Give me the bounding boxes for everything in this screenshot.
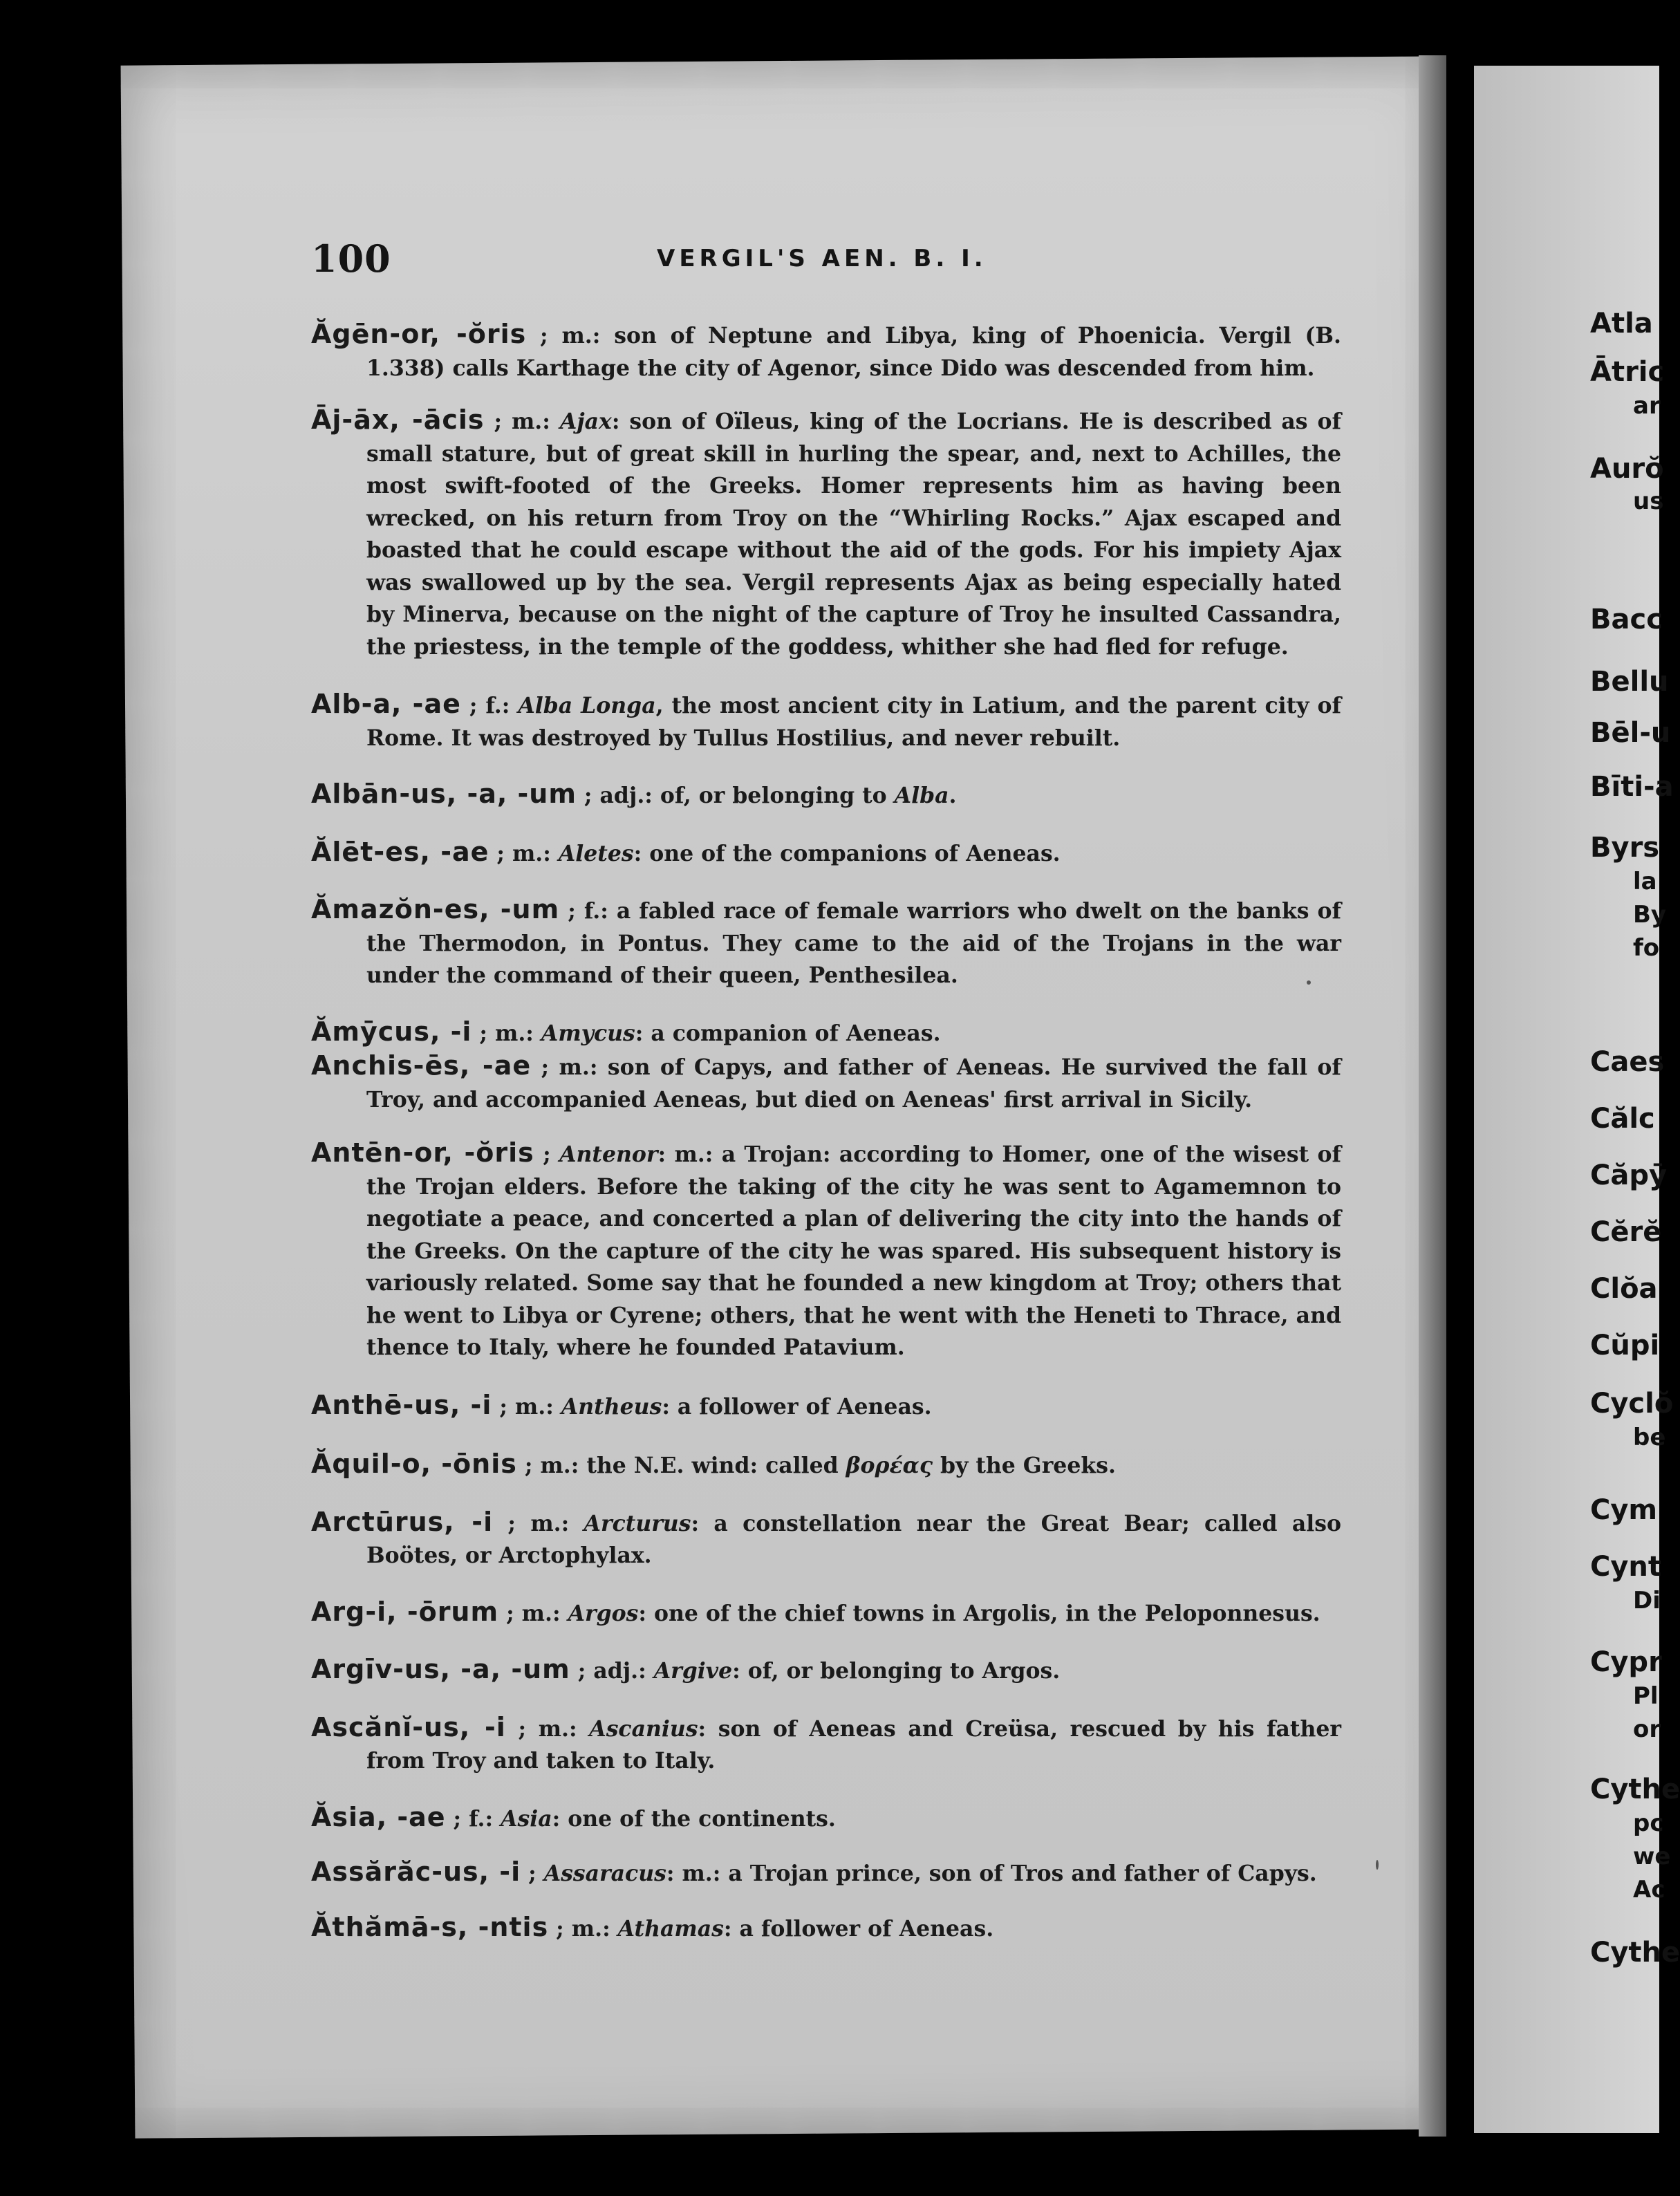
entry-definition: : one of the companions of Aeneas.	[633, 840, 1061, 866]
glossary-entry	[311, 1801, 1341, 1836]
ink-speck	[1307, 980, 1311, 985]
entry-definition: : son of Aeneas and Creüsa, rescued by his father from Troy and taken to Italy.	[366, 1715, 1342, 1774]
entry-grammar: ; m.:	[507, 1510, 570, 1536]
entry-latin-name: Assaracus	[543, 1861, 666, 1886]
glossary-entry	[311, 1506, 1341, 1572]
glossary-entry	[311, 1016, 1341, 1050]
next-page-fragment: fo	[1633, 934, 1660, 962]
entry-grammar: ; m.:	[524, 1453, 579, 1478]
next-page-fragment: be	[1633, 1424, 1666, 1451]
entry-definition-end: .	[949, 783, 957, 808]
entry-latin-name: Asia	[501, 1805, 552, 1832]
next-page-fragment: Cym	[1590, 1494, 1658, 1526]
entry-headword: Ăquil-o, -ōnis	[311, 1449, 517, 1479]
entry-headword: Ăgēn-or, -ŏris	[311, 319, 527, 349]
next-page-fragment: Caes	[1590, 1046, 1665, 1078]
glossary-entry	[311, 1911, 1341, 1946]
entry-latin-name: Argive	[653, 1658, 733, 1684]
entry-headword: Argīv-us, -a, -um	[311, 1654, 570, 1684]
glossary-entry	[311, 1137, 1341, 1364]
entry-definition: : a follower of Aeneas.	[662, 1393, 932, 1420]
next-page-fragment: Ātric	[1590, 356, 1665, 388]
next-page-fragment: Bacc	[1590, 604, 1663, 635]
next-page-fragment: Atla	[1590, 308, 1653, 339]
entry-definition: a fabled race of female warriors who dwelt on the banks of the Thermodon, in Pontus. They came to the aid of the Trojans in the war under the command of their queen, Penthesilea.	[366, 898, 1341, 988]
next-page-fragment: Cynt	[1590, 1551, 1662, 1583]
glossary-entry	[311, 836, 1341, 871]
entry-grammar: ; adj.:	[577, 1658, 646, 1684]
entry-definition: son of Capys, and father of Aeneas. He survived the fall of Troy, and accompanied Aeneas, but died on Aeneas' first arrival in Sicily.	[366, 1054, 1341, 1113]
glossary-entry	[311, 1596, 1341, 1630]
entry-definition: the N.E. wind: called	[586, 1453, 839, 1478]
entry-headword: Ămȳcus, -i	[311, 1016, 472, 1047]
entry-greek-word: βορέας	[846, 1453, 933, 1478]
glossary-entry	[311, 893, 1341, 992]
entry-grammar: ; f.:	[453, 1805, 494, 1832]
next-page-fragment: or	[1633, 1715, 1661, 1743]
entry-headword: Ămazŏn-es, -um	[311, 894, 560, 924]
next-page-fragment: we	[1633, 1843, 1671, 1870]
next-page-fragment: Bīti-a	[1590, 771, 1674, 803]
book-gutter	[1446, 41, 1474, 2150]
entry-definition: : m.: a Trojan: according to Homer, one of the wisest of the Trojan elders. Before the taking of the city he was sent to Agamemnon to negotiate a peace, and concerted a plan of delivering the city into the hands of the Greeks. On the capture of the city he was spared. His subsequent history is variously related. Some say that he founded a new kingdom at Troy; others that he went to Libya or Cyrene; others, that he went with the Heneti to Thrace, and thence to Italy, where he founded Patavium.	[366, 1142, 1342, 1360]
glossary-entries	[311, 318, 1341, 1945]
glossary-entry	[311, 688, 1341, 754]
entry-definition: of, or belonging to	[660, 783, 887, 808]
entry-headword: Anchis-ēs, -ae	[311, 1050, 532, 1081]
entry-grammar: ;	[528, 1861, 536, 1886]
entry-grammar: ; f.:	[568, 898, 608, 924]
next-page-fragment: Pl	[1633, 1682, 1659, 1710]
entry-headword: Ascănĭ-us, -i	[311, 1711, 506, 1742]
entry-headword: Albān-us, -a, -um	[311, 779, 577, 809]
entry-latin-name: Antenor	[559, 1142, 658, 1167]
entry-definition: : a follower of Aeneas.	[723, 1915, 994, 1942]
entry-definition-end: by the Greeks.	[940, 1453, 1116, 1478]
next-page-fragment: Cythe	[1590, 1774, 1680, 1805]
next-page-fragment: Cypr	[1590, 1646, 1662, 1678]
entry-definition: : son of Oïleus, king of the Locrians. He is described as of small stature, but of great skill in hurling the spear, and, next to Achilles, the most swift-footed of the Greeks. Homer represents him as having been wrecked, on his return from Troy on the “Whirling Rocks.” Ajax escaped and boasted that he could escape without the aid of the gods. For his impiety Ajax was swallowed up by the sea. Vergil represents Ajax as being especially hated by Minerva, because on the night of the capture of Troy he insulted Cassandra, the priestess, in the temple of the goddess, whither she had fled for refuge.	[366, 409, 1342, 660]
entry-latin-name: Alba	[894, 783, 949, 808]
next-page-fragment: pc	[1633, 1809, 1664, 1837]
next-page-fragment: Ac	[1633, 1876, 1665, 1904]
next-page-fragment: Căpȳ	[1590, 1160, 1668, 1191]
ink-speck	[1376, 1860, 1379, 1870]
glossary-entry	[311, 404, 1341, 663]
entry-definition: son of Neptune and Libya, king of Phoenicia. Vergil (B. 1.338) calls Karthage the city of Agenor, since Dido was descended from him.	[366, 323, 1341, 381]
entry-latin-name: Alba Longa	[518, 693, 656, 718]
next-page-fragment: ar	[1633, 392, 1661, 420]
glossary-entry	[311, 318, 1341, 384]
entry-headword: Antēn-or, -ŏris	[311, 1137, 534, 1168]
page-edge	[1419, 55, 1446, 2137]
entry-headword: Ăsia, -ae	[311, 1801, 446, 1832]
entry-definition: : of, or belonging to Argos.	[732, 1658, 1061, 1684]
running-head	[311, 236, 1348, 285]
next-page-fragment: Cyclŏ	[1590, 1388, 1674, 1420]
glossary-entry	[311, 778, 1341, 812]
next-page-fragment: Călc	[1590, 1103, 1655, 1135]
entry-headword: Arctūrus, -i	[311, 1506, 494, 1537]
entry-grammar: ;	[543, 1142, 551, 1167]
entry-definition: : one of the continents.	[552, 1805, 836, 1832]
next-page-fragment: Byrs	[1590, 832, 1660, 864]
glossary-entry	[311, 1448, 1341, 1482]
entry-definition: , the most ancient city in Latium, and the parent city of Rome. It was destroyed by Tullus Hostilius, and never rebuilt.	[366, 693, 1342, 751]
page-number: 100	[311, 236, 391, 281]
entry-grammar: ; f.:	[469, 693, 510, 718]
entry-grammar: ; m.:	[499, 1393, 554, 1420]
entry-definition: : a companion of Aeneas.	[635, 1020, 941, 1046]
entry-latin-name: Arcturus	[584, 1510, 691, 1536]
entry-headword: Assărăc-us, -i	[311, 1857, 521, 1887]
next-page-fragment: Clŏa	[1590, 1273, 1658, 1305]
entry-grammar: ; m.:	[518, 1715, 577, 1742]
entry-grammar: ; m.:	[540, 323, 601, 348]
entry-latin-name: Ajax	[559, 409, 612, 434]
entry-definition: : one of the chief towns in Argolis, in the Peloponnesus.	[638, 1600, 1320, 1626]
adjacent-page	[1474, 66, 1680, 2133]
next-page-fragment: Cĕrĕ	[1590, 1216, 1662, 1248]
entry-definition: : a constellation near the Great Bear; called also Boötes, or Arctophylax.	[366, 1510, 1341, 1568]
next-page-fragment: Bellu	[1590, 666, 1669, 698]
glossary-entry	[311, 1856, 1341, 1890]
next-page-fragment: Di	[1633, 1587, 1661, 1615]
entry-grammar: ; adj.:	[584, 783, 653, 808]
glossary-entry	[311, 1653, 1341, 1688]
entry-grammar: ; m.:	[506, 1600, 561, 1626]
next-page-fragment: la	[1633, 868, 1657, 895]
entry-latin-name: Amycus	[541, 1020, 635, 1046]
entry-headword: Alb-a, -ae	[311, 689, 461, 719]
entry-definition: : m.: a Trojan prince, son of Tros and father of Capys.	[666, 1861, 1317, 1886]
glossary-entry	[311, 1389, 1341, 1424]
entry-grammar: ; m.:	[496, 840, 551, 866]
glossary-entry	[311, 1050, 1341, 1116]
next-page-fragment: Bēl-u	[1590, 717, 1671, 749]
entry-headword: Āj-āx, -ācis	[311, 404, 485, 435]
glossary-entry	[311, 1711, 1341, 1778]
next-page-fragment: Aurŏ	[1590, 453, 1664, 485]
entry-grammar: ; m.:	[556, 1915, 610, 1942]
entry-latin-name: Argos	[568, 1600, 639, 1626]
running-title: VERGIL'S AEN. B. I.	[657, 245, 987, 272]
entry-latin-name: Antheus	[561, 1393, 662, 1420]
entry-headword: Ălēt-es, -ae	[311, 836, 489, 867]
next-page-fragment: us	[1633, 487, 1664, 515]
entry-latin-name: Ascanius	[589, 1715, 698, 1742]
entry-latin-name: Athamas	[617, 1915, 724, 1942]
entry-latin-name: Aletes	[558, 840, 634, 866]
entry-grammar: ; m.:	[541, 1054, 598, 1080]
entry-headword: Anthē-us, -i	[311, 1389, 492, 1420]
next-page-fragment: Cythe	[1590, 1937, 1680, 1969]
entry-headword: Ăthămā-s, -ntis	[311, 1911, 549, 1942]
entry-headword: Arg-i, -ōrum	[311, 1596, 499, 1627]
entry-grammar: ; m.:	[479, 1020, 534, 1046]
entry-grammar: ; m.:	[494, 409, 550, 434]
next-page-fragment: By	[1633, 901, 1667, 929]
next-page-fragment: Cŭpi	[1590, 1330, 1660, 1361]
